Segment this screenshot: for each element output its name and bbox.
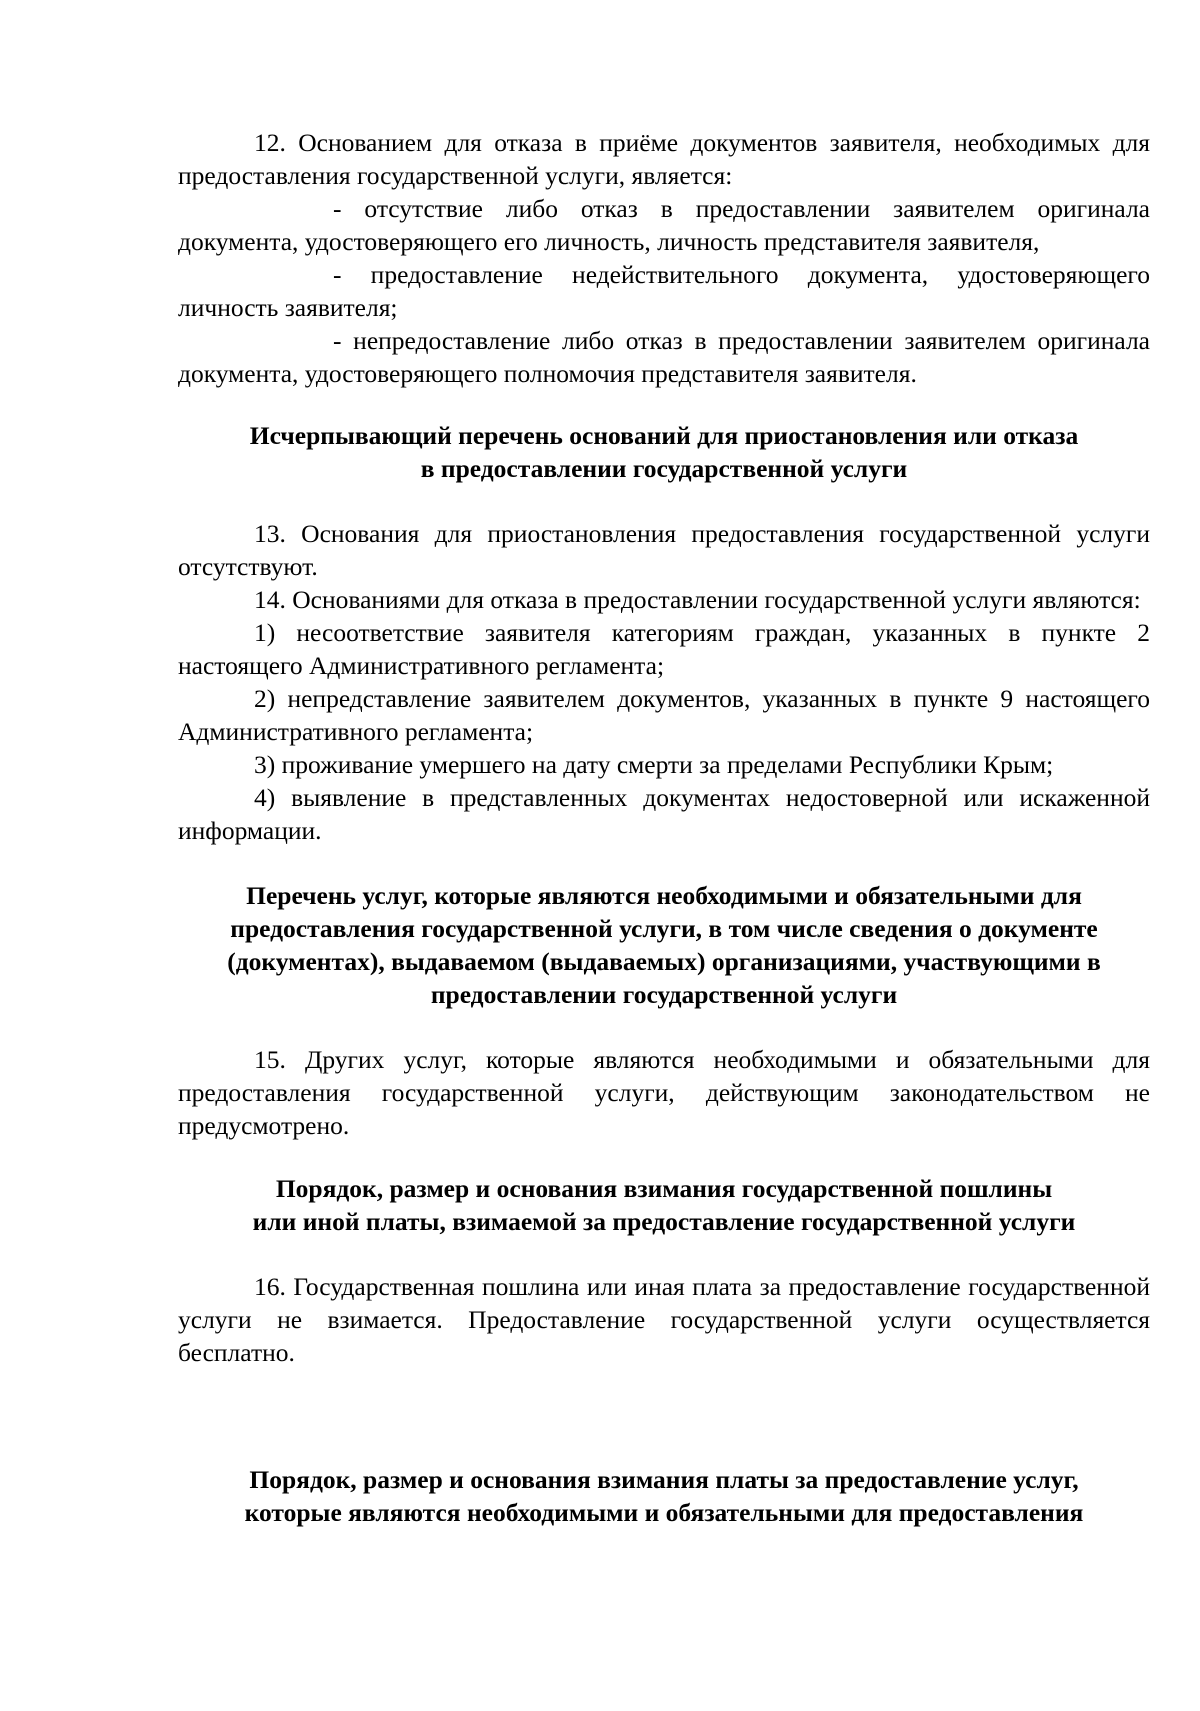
paragraph-13: 13. Основания для приостановления предоставления государственной услуги отсутствуют. xyxy=(178,519,1150,581)
heading-service-fees xyxy=(178,1463,1150,1529)
heading-line: в предоставлении государственной услуги xyxy=(420,454,908,483)
list-item-14-1: 1) несоответствие заявителя категориям граждан, указанных в пункте 2 настоящего Административного регламента; xyxy=(178,618,1150,680)
list-item-12-1: - отсутствие либо отказ в предоставлении заявителем оригинала документа, удостоверяющего его личность, личность представителя заявителя, xyxy=(178,194,1150,256)
heading-required-services xyxy=(178,879,1150,1011)
heading-suspension-grounds xyxy=(178,419,1150,485)
heading-line: Порядок, размер и основания взимания платы за предоставление услуг, xyxy=(249,1465,1079,1494)
list-item-14-3: 3) проживание умершего на дату смерти за пределами Республики Крым; xyxy=(254,750,1054,779)
heading-line: Перечень услуг, которые являются необходимыми и обязательными для xyxy=(246,881,1082,910)
heading-line: или иной платы, взимаемой за предоставление государственной услуги xyxy=(252,1207,1076,1236)
paragraph-16: 16. Государственная пошлина или иная плата за предоставление государственной услуги не взимается. Предоставление государственной услуги осуществляется бесплатно. xyxy=(178,1272,1150,1367)
heading-line: Порядок, размер и основания взимания государственной пошлины xyxy=(275,1174,1053,1203)
document-page xyxy=(178,126,1150,1529)
heading-state-duty xyxy=(178,1172,1150,1238)
heading-line: (документах), выдаваемом (выдаваемых) организациями, участвующими в xyxy=(227,947,1101,976)
paragraph-14: 14. Основаниями для отказа в предоставлении государственной услуги являются: xyxy=(254,585,1141,614)
list-item-14-4: 4) выявление в представленных документах недостоверной или искаженной информации. xyxy=(178,783,1150,845)
list-item-14-2: 2) непредставление заявителем документов, указанных в пункте 9 настоящего Административного регламента; xyxy=(178,684,1150,746)
heading-line: которые являются необходимыми и обязательными для предоставления xyxy=(244,1498,1084,1527)
paragraph-15: 15. Других услуг, которые являются необходимыми и обязательными для предоставления государственной услуги, действующим законодательством не предусмотрено. xyxy=(178,1045,1150,1140)
list-item-12-3: - непредоставление либо отказ в предоставлении заявителем оригинала документа, удостоверяющего полномочия представителя заявителя. xyxy=(178,326,1150,388)
heading-line: предоставлении государственной услуги xyxy=(430,980,898,1009)
heading-line: предоставления государственной услуги, в том числе сведения о документе xyxy=(230,914,1098,943)
heading-line: Исчерпывающий перечень оснований для приостановления или отказа xyxy=(249,421,1079,450)
paragraph-12: 12. Основанием для отказа в приёме документов заявителя, необходимых для предоставления государственной услуги, является: xyxy=(178,128,1150,190)
list-item-12-2: - предоставление недействительного документа, удостоверяющего личность заявителя; xyxy=(178,260,1150,322)
